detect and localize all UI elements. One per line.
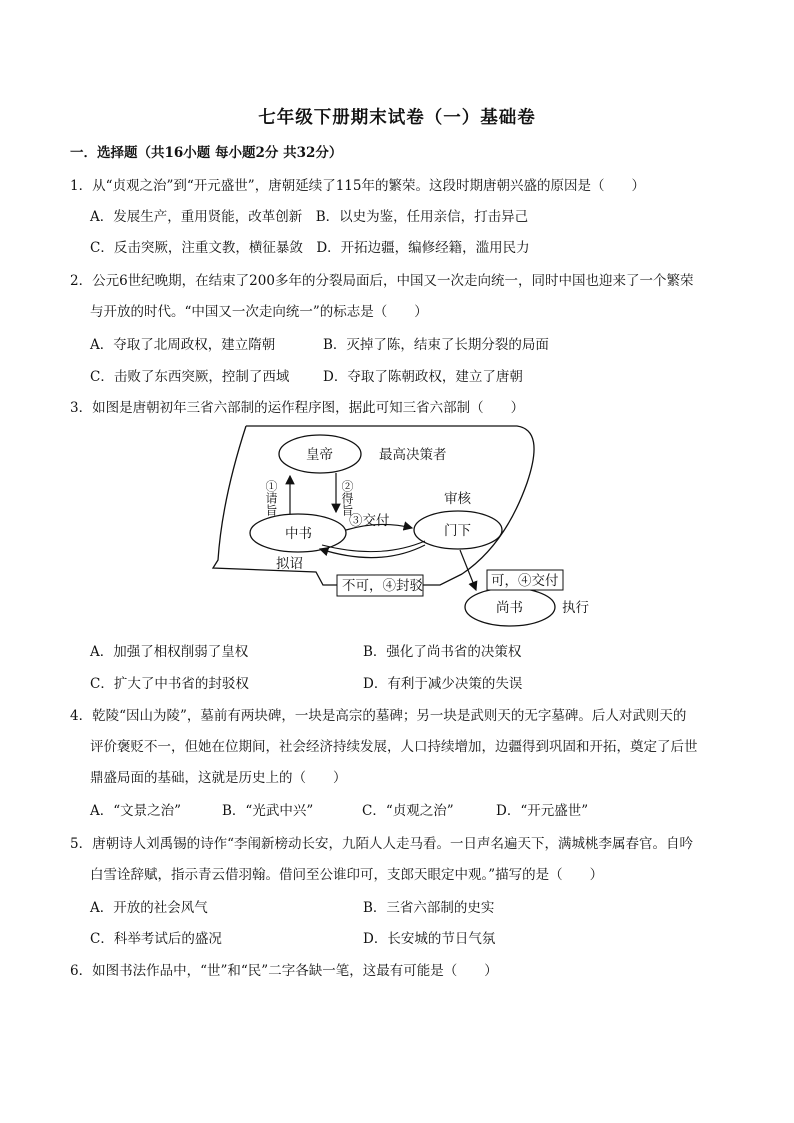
q4-stem-line2: 评价褒贬不一，但她在位期间，社会经济持续发展，人口持续增加，边疆得到巩固和开拓，奠定了后世 bbox=[90, 739, 698, 755]
zhongshu-label: 中书 bbox=[285, 526, 312, 542]
q4-stem-line1: 4．乾陵“因山为陵”，墓前有两块碑，一块是高宗的墓碑；另一块是武则天的无字墓碑。后人对武则天的 bbox=[70, 708, 687, 724]
q4-option-d: D．“开元盛世” bbox=[496, 803, 589, 819]
q5-stem-line1: 5．唐朝诗人刘禹锡的诗作“李闱新榜动长安，九陌人人走马看。一日声名遍天下，满城桃李属春官。自吟 bbox=[70, 836, 693, 852]
exam-title: 七年级下册期末试卷（一）基础卷 bbox=[258, 108, 536, 128]
q3-option-d: D．有利于减少决策的失误 bbox=[363, 676, 523, 692]
q2-option-a: A．夺取了北周政权，建立隋朝 bbox=[90, 337, 276, 353]
deliver-label: ③交付 bbox=[349, 513, 390, 529]
emperor-label: 皇帝 bbox=[306, 447, 333, 463]
reject-label: 不可，④封驳 bbox=[342, 578, 423, 594]
q5-option-d: D．长安城的节日气氛 bbox=[363, 931, 496, 947]
approve-arrow bbox=[460, 550, 476, 590]
approve-label: 可，④交付 bbox=[491, 573, 559, 589]
decision-label: 最高决策者 bbox=[379, 447, 447, 463]
grant-label: ②得旨 bbox=[340, 480, 354, 516]
q5-option-c: C．科举考试后的盛况 bbox=[90, 931, 222, 947]
q5-stem-line2: 白雪诠辞赋，指示青云借羽翰。借问至公谁印可，支郎天眼定中观。”描写的是（ ） bbox=[90, 867, 604, 883]
q4-option-b: B．“光武中兴” bbox=[222, 803, 314, 819]
q2-option-b: B．灭掉了陈，结束了长期分裂的局面 bbox=[323, 337, 549, 353]
request-label: ①请旨 bbox=[264, 480, 278, 516]
q3-stem: 3．如图是唐朝初年三省六部制的运作程序图，据此可知三省六部制（ ） bbox=[70, 400, 525, 416]
review-label: 审核 bbox=[444, 491, 471, 507]
draft-label: 拟诏 bbox=[276, 556, 303, 572]
q3-option-b: B．强化了尚书省的决策权 bbox=[363, 644, 522, 660]
q2-stem-line2: 与开放的时代。“中国又一次走向统一”的标志是（ ） bbox=[90, 304, 428, 320]
execute-label: 执行 bbox=[562, 600, 589, 616]
q4-option-c: C．“贞观之治” bbox=[362, 803, 454, 819]
q1-stem: 1．从“贞观之治”到“开元盛世”，唐朝延续了115年的繁荣。这段时期唐朝兴盛的原因是（ ） bbox=[70, 178, 645, 194]
q2-option-d: D．夺取了陈朝政权，建立了唐朝 bbox=[323, 369, 523, 385]
q1-options-ab: A．发展生产，重用贤能，改革创新 B．以史为鉴，任用亲信，打击异己 bbox=[90, 209, 529, 225]
shangshu-label: 尚书 bbox=[496, 600, 523, 616]
diagram-boundary bbox=[213, 426, 534, 585]
q1-options-cd: C．反击突厥，注重文教，横征暴敛 D．开拓边疆，编修经籍，滥用民力 bbox=[90, 240, 530, 256]
menxia-label: 门下 bbox=[444, 523, 471, 539]
q5-option-a: A．开放的社会风气 bbox=[90, 900, 208, 916]
q4-option-a: A．“文景之治” bbox=[90, 803, 182, 819]
q4-stem-line3: 鼎盛局面的基础，这就是历史上的（ ） bbox=[90, 770, 347, 786]
q5-option-b: B．三省六部制的史实 bbox=[363, 900, 495, 916]
q6-stem: 6．如图书法作品中，“世”和“民”二字各缺一笔，这最有可能是（ ） bbox=[70, 963, 498, 979]
q3-option-a: A．加强了相权削弱了皇权 bbox=[90, 644, 249, 660]
section-heading: 一．选择题（共16小题 每小题2分 共32分） bbox=[70, 145, 343, 161]
q2-stem-line1: 2．公元6世纪晚期，在结束了200多年的分裂局面后，中国又一次走向统一，同时中国也迎来了一个繁荣 bbox=[70, 273, 694, 289]
q3-option-c: C．扩大了中书省的封驳权 bbox=[90, 676, 249, 692]
q2-option-c: C．击败了东西突厥，控制了西域 bbox=[90, 369, 290, 385]
